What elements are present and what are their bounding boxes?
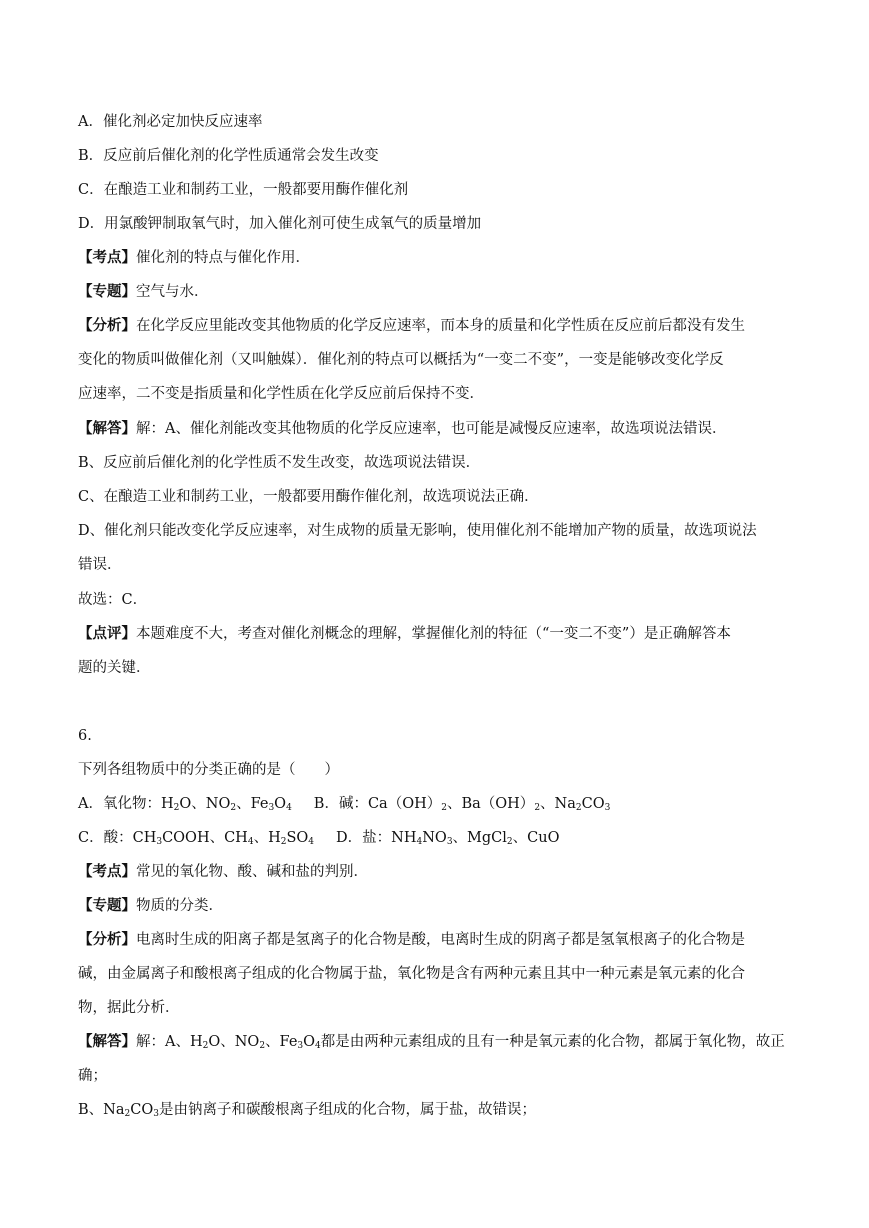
fenxi-text: 电离时生成的阳离子都是氢离子的化合物是酸，电离时生成的阴离子都是氢氧根离子的化合物是 — [136, 932, 745, 948]
q6-fenxi-line-2: 碱，由金属离子和酸根离子组成的化合物属于盐，氧化物是含有两种元素且其中一种元素是氧元素的化合 — [78, 966, 745, 982]
q5-zhuanti — [78, 282, 209, 302]
q5-fenxi-line-2: 变化的物质叫做催化剂（又叫触媒）．催化剂的特点可以概括为“一变二不变”，一变是能够改变化学反 — [78, 352, 724, 368]
q5-answer: 故选：C． — [78, 592, 148, 608]
jieda-text: 解：A、催化剂能改变其他物质的化学反应速率，也可能是减慢反应速率，故选项说法错误． — [136, 421, 727, 437]
q5-option-b: B．反应前后催化剂的化学性质通常会发生改变 — [78, 148, 379, 164]
fenxi-tag: 【分析】 — [78, 317, 136, 334]
q5-dianping-line-2: 题的关键． — [78, 660, 151, 676]
q6-fenxi-line-3: 物，据此分析． — [78, 1000, 180, 1016]
q5-option-a: A．催化剂必定加快反应速率 — [78, 114, 263, 130]
q6-jieda-line-1: 【解答】解：A、$H_2O$、$NO_2$、$Fe_3O_4$都是由两种元素组成的且有一种是氧元素的化合物，都属于氧化物，故正 — [78, 1033, 785, 1051]
q6-stem: 下列各组物质中的分类正确的是（ ） — [78, 762, 339, 778]
kaodian-text: 催化剂的特点与催化作用． — [136, 250, 310, 266]
kaodian-tag: 【考点】 — [78, 249, 136, 266]
q5-jieda-line-3: C、在酿造工业和制药工业，一般都要用酶作催化剂，故选项说法正确． — [78, 489, 539, 505]
zhuanti-text: 物质的分类． — [136, 898, 223, 914]
q5-fenxi-line-3: 应速率，二不变是指质量和化学性质在化学反应前后保持不变． — [78, 386, 484, 402]
q5-dianping-line-1 — [78, 624, 731, 644]
fenxi-text: 在化学反应里能改变其他物质的化学反应速率，而本身的质量和化学性质在反应前后都没有发生 — [136, 318, 745, 334]
dianping-tag: 【点评】 — [78, 625, 136, 642]
dianping-text: 本题难度不大，考查对催化剂概念的理解，掌握催化剂的特征（“一变二不变”）是正确解答本 — [136, 626, 731, 642]
q5-jieda-line-2: B、反应前后催化剂的化学性质不发生改变，故选项说法错误． — [78, 455, 481, 471]
kaodian-tag: 【考点】 — [78, 863, 136, 880]
zhuanti-tag: 【专题】 — [78, 897, 136, 914]
zhuanti-tag: 【专题】 — [78, 283, 136, 300]
kaodian-text: 常见的氧化物、酸、碱和盐的判别． — [136, 864, 368, 880]
jieda-tag: 【解答】 — [78, 1033, 136, 1050]
fenxi-tag: 【分析】 — [78, 931, 136, 948]
q6-jieda-line-2: 确； — [78, 1068, 107, 1084]
q5-option-d: D．用氯酸钾制取氧气时，加入催化剂可使生成氧气的质量增加 — [78, 216, 482, 232]
q5-fenxi-line-1 — [78, 316, 745, 336]
q6-zhuanti — [78, 896, 223, 916]
q5-kaodian — [78, 248, 310, 268]
q6-options-cd: C．酸：$CH_3COOH$、$CH_4$、$H_2SO_4$ D．盐：$NH_4NO_3$、MgCl$_2$、CuO — [78, 830, 560, 847]
q5-jieda-line-5: 错误． — [78, 557, 122, 573]
q5-jieda-line-1 — [78, 419, 726, 439]
jieda-tag: 【解答】 — [78, 420, 136, 437]
zhuanti-text: 空气与水． — [136, 284, 209, 300]
q6-kaodian — [78, 862, 368, 882]
q6-jieda-line-3: B、$Na_2CO_3$是由钠离子和碳酸根离子组成的化合物，属于盐，故错误； — [78, 1102, 536, 1119]
q6-fenxi-line-1 — [78, 930, 745, 950]
q5-option-c: C．在酿造工业和制药工业，一般都要用酶作催化剂 — [78, 182, 409, 198]
q5-jieda-line-4: D、催化剂只能改变化学反应速率，对生成物的质量无影响，使用催化剂不能增加产物的质量，故选项说法 — [78, 523, 757, 539]
q6-number: 6. — [78, 728, 92, 744]
q6-options-ab: A．氧化物：$H_2O$、$NO_2$、$Fe_3O_4$ B．碱：$Ca(OH)_2$、$Ba(OH)_2$、$Na_2CO_3$ — [78, 796, 611, 813]
